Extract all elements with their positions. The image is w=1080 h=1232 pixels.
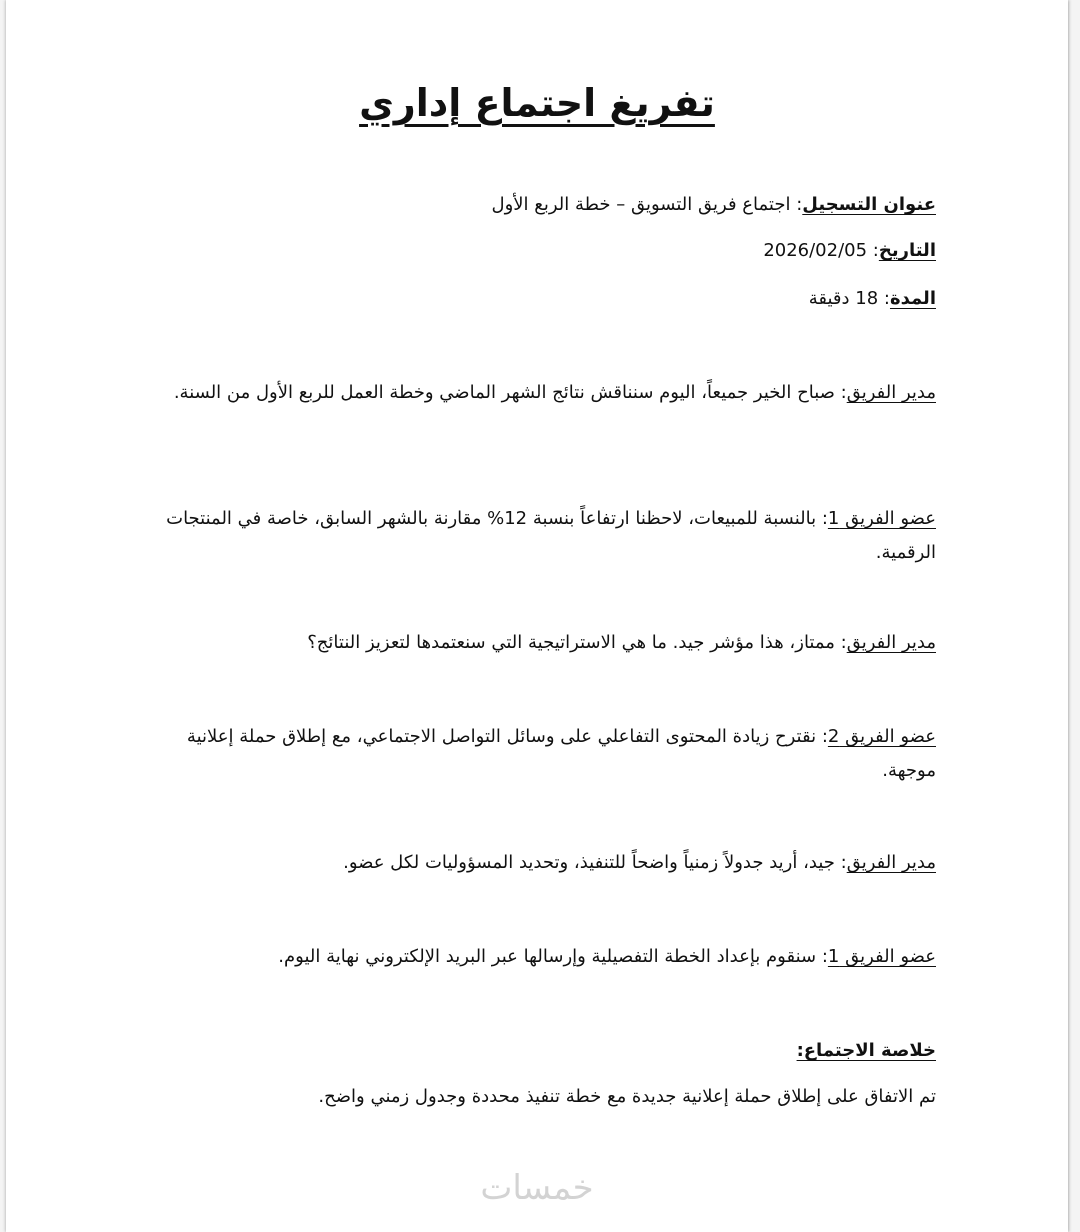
document-page: [6, 0, 1068, 1232]
date-label: التاريخ: [878, 240, 936, 261]
speaker-name: عضو الفريق 1: [827, 508, 936, 529]
watermark: خمسات: [480, 1168, 594, 1208]
speaker-text: نقترح زيادة المحتوى التفاعلي على وسائل التواصل الاجتماعي، مع إطلاق حملة إعلانية موجهة.: [186, 726, 936, 781]
speaker-text: ممتاز، هذا مؤشر جيد. ما هي الاستراتيجية التي سنعتمدها لتعزيز النتائج؟: [307, 632, 835, 653]
speaker-text: جيد، أريد جدولاً زمنياً واضحاً للتنفيذ، وتحديد المسؤوليات لكل عضو.: [343, 852, 835, 873]
meta-recording: عنوان التسجيل: اجتماع فريق التسويق – خطة الربع الأول: [491, 194, 936, 215]
dialogue-entry: مدير الفريق: جيد، أريد جدولاً زمنياً واضحاً للتنفيذ، وتحديد المسؤوليات لكل عضو.: [343, 852, 936, 873]
meta-date: التاريخ: 2026/02/05: [763, 240, 936, 261]
summary-label: خلاصة الاجتماع:: [796, 1040, 936, 1061]
recording-label: عنوان التسجيل: [802, 194, 936, 215]
date-value: 2026/02/05: [763, 240, 868, 261]
dialogue-entry: عضو الفريق 2: نقترح زيادة المحتوى التفاعلي على وسائل التواصل الاجتماعي، مع إطلاق حملة إعلانية موجهة.: [186, 726, 936, 781]
dialogue-entry: مدير الفريق: صباح الخير جميعاً، اليوم سنناقش نتائج الشهر الماضي وخطة العمل للربع الأول من السنة.: [173, 382, 936, 403]
speaker-name: عضو الفريق 1: [827, 946, 936, 967]
recording-value: اجتماع فريق التسويق – خطة الربع الأول: [491, 194, 791, 215]
summary-text: تم الاتفاق على إطلاق حملة إعلانية جديدة مع خطة تنفيذ محددة وجدول زمني واضح.: [318, 1086, 936, 1107]
summary-heading: [156, 1034, 936, 1068]
speaker-text: سنقوم بإعداد الخطة التفصيلية وإرسالها عبر البريد الإلكتروني نهاية اليوم.: [278, 946, 817, 967]
speaker-name: مدير الفريق: [846, 382, 936, 403]
speaker-text: صباح الخير جميعاً، اليوم سنناقش نتائج الشهر الماضي وخطة العمل للربع الأول من السنة.: [173, 382, 835, 403]
speaker-name: عضو الفريق 2: [827, 726, 936, 747]
document-title: تفريغ اجتماع إداري: [359, 81, 715, 125]
speaker-name: مدير الفريق: [846, 852, 936, 873]
dialogue-entry: عضو الفريق 1: سنقوم بإعداد الخطة التفصيلية وإرسالها عبر البريد الإلكتروني نهاية اليوم.: [278, 946, 936, 967]
speaker-text: بالنسبة للمبيعات، لاحظنا ارتفاعاً بنسبة 12% مقارنة بالشهر السابق، خاصة في المنتجات الرقمية.: [166, 508, 936, 563]
meta-duration: المدة: 18 دقيقة: [808, 288, 936, 309]
dialogue-entry: مدير الفريق: ممتاز، هذا مؤشر جيد. ما هي الاستراتيجية التي سنعتمدها لتعزيز النتائج؟: [307, 632, 936, 653]
duration-label: المدة: [889, 288, 936, 309]
speaker-name: مدير الفريق: [846, 632, 936, 653]
dialogue-entry: عضو الفريق 1: بالنسبة للمبيعات، لاحظنا ارتفاعاً بنسبة 12% مقارنة بالشهر السابق، خاصة في المنتجات الرقمية.: [166, 508, 936, 563]
duration-value: 18 دقيقة: [808, 288, 879, 309]
